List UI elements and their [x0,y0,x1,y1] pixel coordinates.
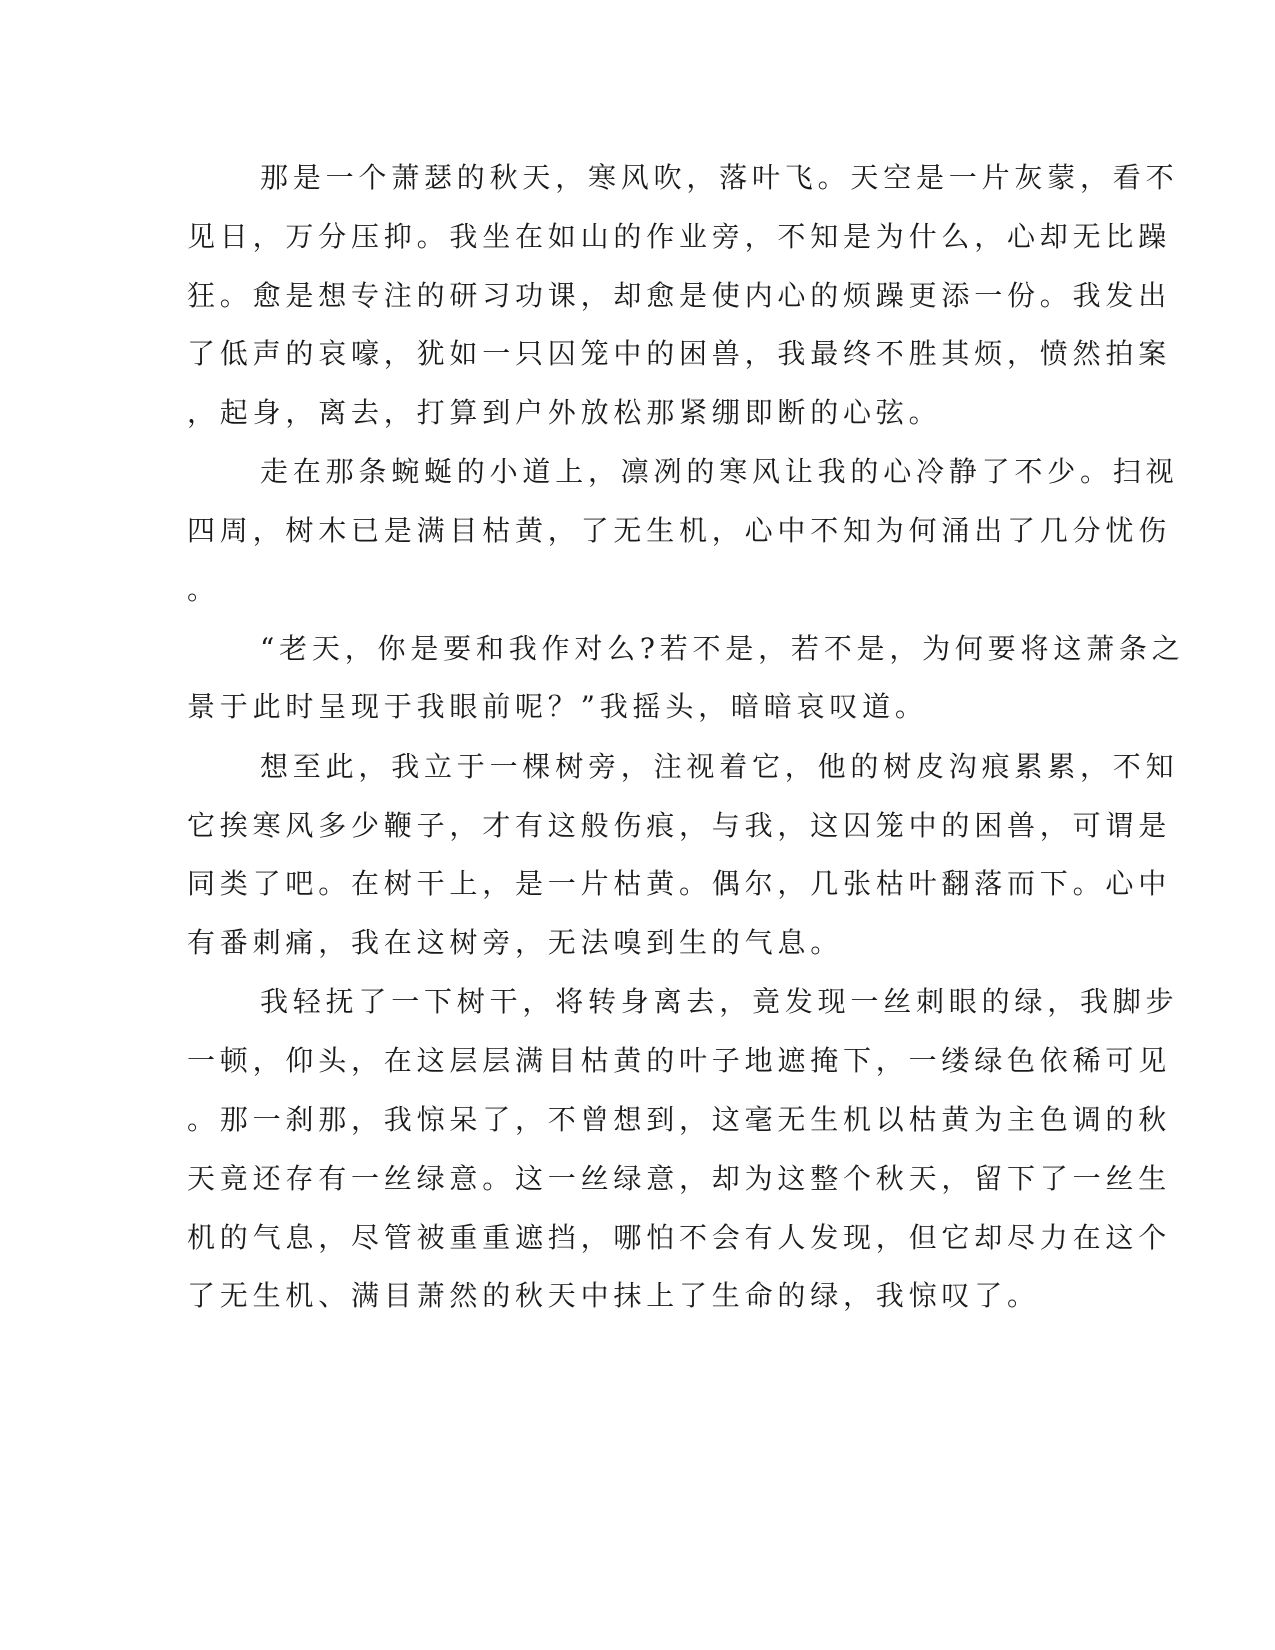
text-line: “老天，你是要和我作对么?若不是，若不是，为何要将这萧条之 [260,632,1185,665]
text-line: 景于此时呈现于我眼前呢？”我摇头，暗暗哀叹道。 [187,690,928,723]
text-line: 一顿，仰头，在这层层满目枯黄的叶子地遮掩下，一缕绿色依稀可见 [187,1044,1172,1077]
text-line: 见日，万分压抑。我坐在如山的作业旁，不知是为什么，心却无比躁 [187,220,1172,253]
text-line: 天竟还存有一丝绿意。这一丝绿意，却为这整个秋天，留下了一丝生 [187,1162,1172,1195]
text-line: 那是一个萧瑟的秋天，寒风吹，落叶飞。天空是一片灰蒙，看不 [260,161,1179,194]
text-line: 走在那条蜿蜒的小道上，凛冽的寒风让我的心冷静了不少。扫视 [260,455,1179,488]
text-line: 想至此，我立于一棵树旁，注视着它，他的树皮沟痕累累，不知 [260,750,1179,783]
text-line: 我轻抚了一下树干，将转身离去，竟发现一丝刺眼的绿，我脚步 [260,985,1179,1018]
text-line: ，起身，离去，打算到户外放松那紧绷即断的心弦。 [187,396,942,429]
text-line: 同类了吧。在树干上，是一片枯黄。偶尔，几张枯叶翻落而下。心中 [187,867,1172,900]
text-line: 。 [187,573,220,606]
text-line: 了低声的哀嚎，犹如一只囚笼中的困兽，我最终不胜其烦，愤然拍案 [187,337,1172,370]
text-line: 狂。愈是想专注的研习功课，却愈是使内心的烦躁更添一份。我发出 [187,279,1172,312]
text-line: 有番刺痛，我在这树旁，无法嗅到生的气息。 [187,926,844,959]
text-line: 四周，树木已是满目枯黄，了无生机，心中不知为何涌出了几分忧伤 [187,514,1172,547]
text-line: 了无生机、满目萧然的秋天中抹上了生命的绿，我惊叹了。 [187,1279,1040,1312]
text-line: 。那一刹那，我惊呆了，不曾想到，这毫无生机以枯黄为主色调的秋 [187,1103,1172,1136]
text-line: 它挨寒风多少鞭子，才有这般伤痕，与我，这囚笼中的困兽，可谓是 [187,809,1172,842]
text-line: 机的气息，尽管被重重遮挡，哪怕不会有人发现，但它却尽力在这个 [187,1221,1172,1254]
